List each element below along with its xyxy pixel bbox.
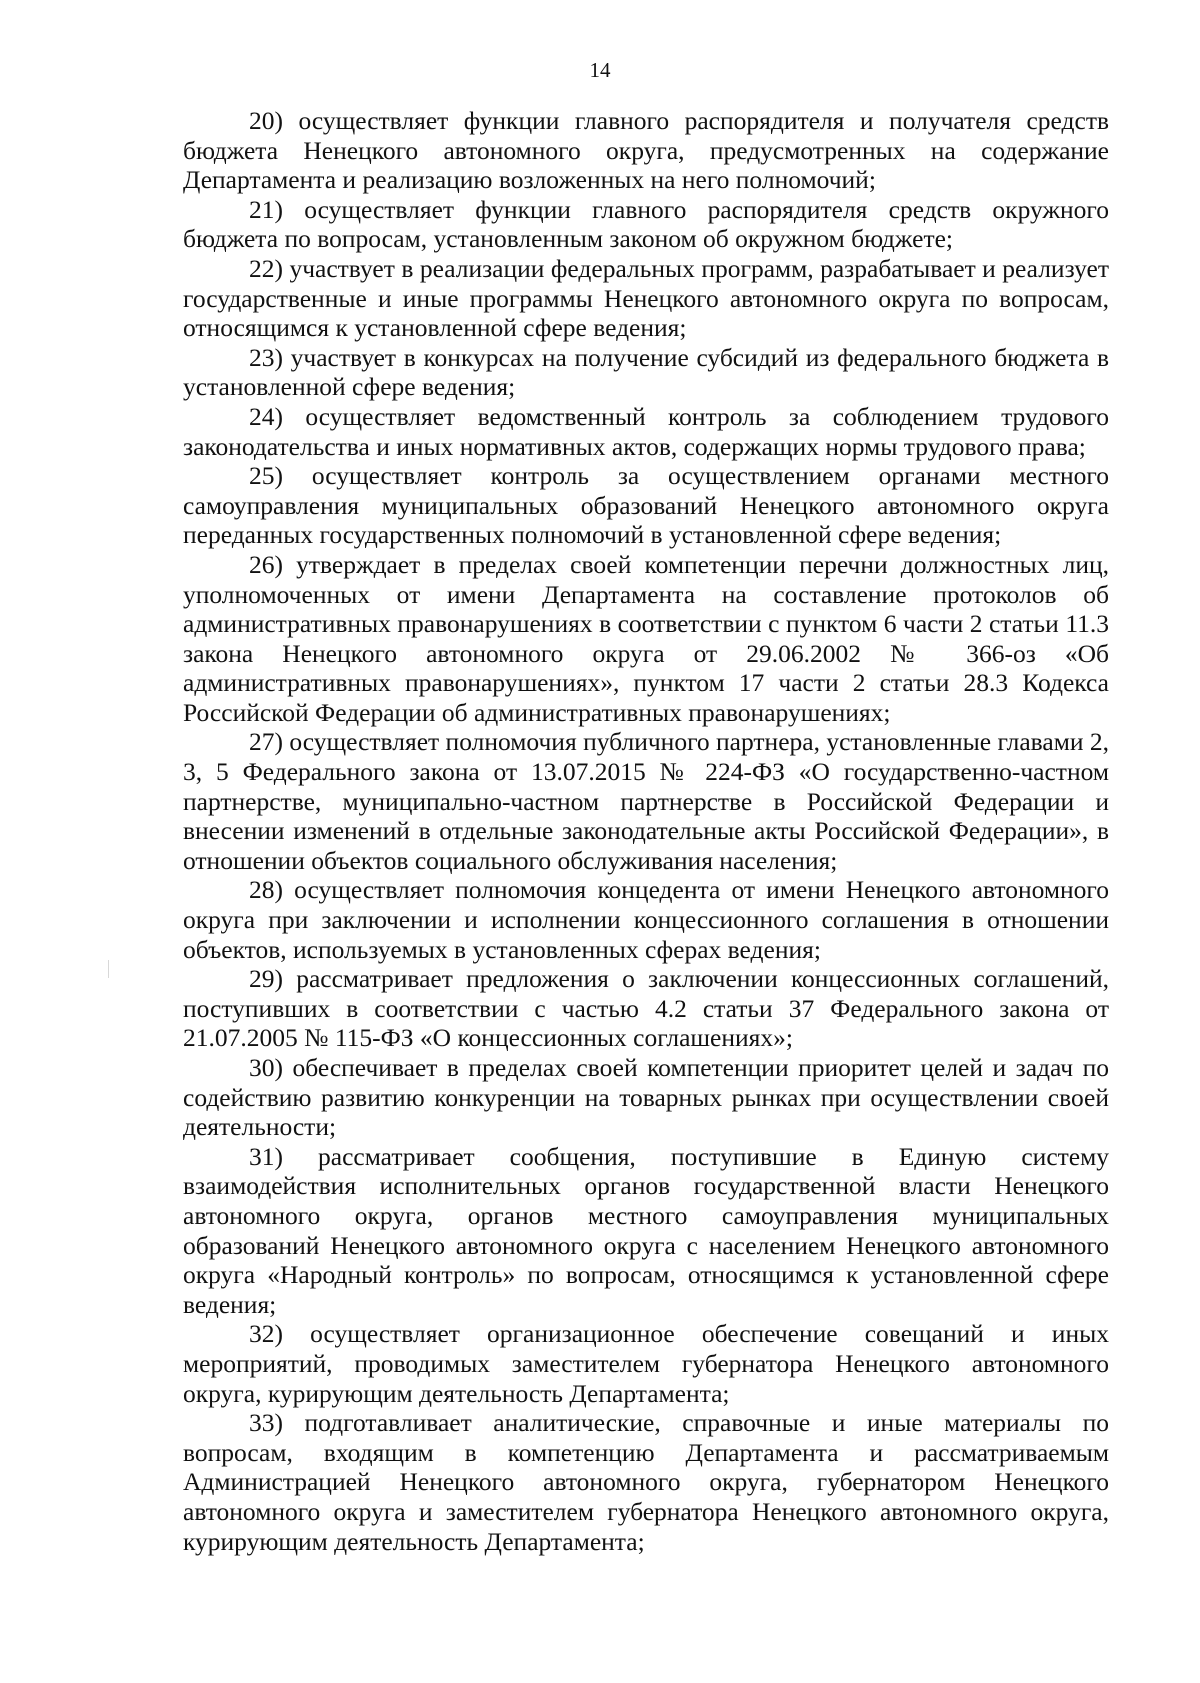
clause-32: 32) осуществляет организационное обеспечение совещаний и иных мероприятий, проводимых заместителем губернатора Ненецкого автономного округа, курирующим деятельность Департамента; — [183, 1319, 1109, 1408]
page-number: 14 — [589, 58, 611, 82]
clause-31: 31) рассматривает сообщения, поступившие в Единую систему взаимодействия исполнительных органов государственной власти Ненецкого автономного округа, органов местного самоуправления муниципальных образований Ненецкого автономного округа с населением Ненецкого автономного округа «Народный контроль» по вопросам, относящимся к установленной сфере ведения; — [183, 1141, 1109, 1319]
clause-30: 30) обеспечивает в пределах своей компетенции приоритет целей и задач по содействию развитию конкуренции на товарных рынках при осуществлении своей деятельности; — [183, 1053, 1109, 1142]
clause-23: 23) участвует в конкурсах на получение субсидий из федерального бюджета в установленной сфере ведения; — [183, 342, 1109, 402]
scan-margin-mark — [108, 960, 109, 978]
clause-27: 27) осуществляет полномочия публичного партнера, установленные главами 2, 3, 5 Федерального закона от 13.07.2015 № 224-ФЗ «О государственно-частном партнерстве, муниципально-частном партнерстве в Российской Федерации и внесении изменений в отдельные законодательные акты Российской Федерации», в отношении объектов социального обслуживания населения; — [183, 727, 1109, 875]
document-body — [183, 106, 1109, 1556]
clause-25: 25) осуществляет контроль за осуществлением органами местного самоуправления муниципальных образований Ненецкого автономного округа переданных государственных полномочий в установленной сфере ведения; — [183, 461, 1109, 550]
clause-20: 20) осуществляет функции главного распорядителя и получателя средств бюджета Ненецкого автономного округа, предусмотренных на содержание Департамента и реализацию возложенных на него полномочий; — [183, 106, 1109, 195]
clause-22: 22) участвует в реализации федеральных программ, разрабатывает и реализует государственные и иные программы Ненецкого автономного округа по вопросам, относящимся к установленной сфере ведения; — [183, 253, 1109, 343]
clause-24: 24) осуществляет ведомственный контроль за соблюдением трудового законодательства и иных нормативных актов, содержащих нормы трудового права; — [183, 401, 1109, 461]
clause-21: 21) осуществляет функции главного распорядителя средств окружного бюджета по вопросам, установленным законом об окружном бюджете; — [183, 194, 1109, 254]
clause-28: 28) осуществляет полномочия концедента от имени Ненецкого автономного округа при заключении и исполнении концессионного соглашения в отношении объектов, используемых в установленных сферах ведения; — [183, 875, 1109, 964]
clause-33: 33) подготавливает аналитические, справочные и иные материалы по вопросам, входящим в компетенцию Департамента и рассматриваемым Администрацией Ненецкого автономного округа, губернатором Ненецкого автономного округа и заместителем губернатора Ненецкого автономного округа, курирующим деятельность Департамента; — [183, 1408, 1109, 1556]
clause-29: 29) рассматривает предложения о заключении концессионных соглашений, поступивших в соответствии с частью 4.2 статьи 37 Федерального закона от 21.07.2005 № 115-ФЗ «О концессионных соглашениях»; — [183, 964, 1109, 1053]
clause-26: 26) утверждает в пределах своей компетенции перечни должностных лиц, уполномоченных от имени Департамента на составление протоколов об административных правонарушениях в соответствии с пунктом 6 части 2 статьи 11.3 закона Ненецкого автономного округа от 29.06.2002 № 366-оз «Об административных правонарушениях», пунктом 17 части 2 статьи 28.3 Кодекса Российской Федерации об административных правонарушениях; — [183, 549, 1109, 727]
